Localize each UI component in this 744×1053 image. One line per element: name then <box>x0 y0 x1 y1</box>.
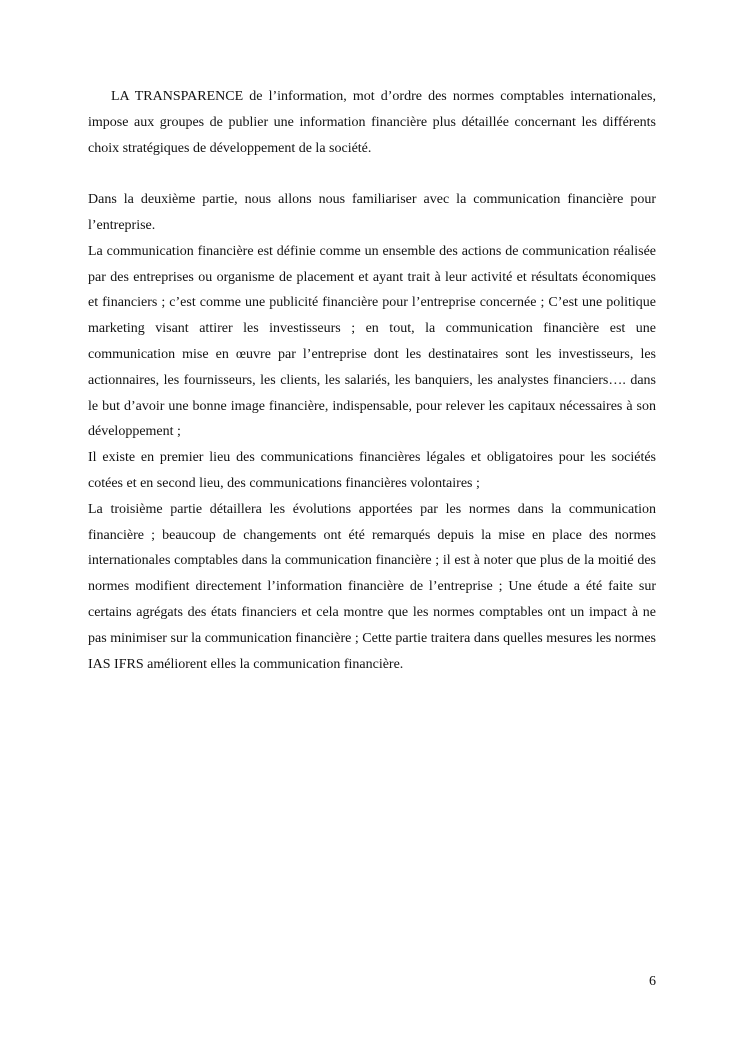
page-number: 6 <box>649 974 656 989</box>
paragraph-second-part: Dans la deuxième partie, nous allons nous familiariser avec la communication financière pour l’entreprise. <box>88 192 656 233</box>
paragraph-third-part: La troisième partie détaillera les évolutions apportées par les normes dans la communication financière ; beaucoup de changements ont été remarqués depuis la mise en place des normes internationales comptables dans la communication financière ; il est à noter que plus de la moitié des normes modifient directement l’information financière de l’entreprise ; Une étude a été faite sur certains agrégats des états financiers et cela montre que les normes comptables ont un impact à ne pas minimiser sur la communication financière ; Cette partie traitera dans quelles mesures les normes IAS IFRS améliorent elles la communication financière. <box>88 501 656 672</box>
paragraph-intro: LA TRANSPARENCE de l’information, mot d’ordre des normes comptables internationales, impose aux groupes de publier une information financière plus détaillée concernant les différents choix stratégiques de développement de la société. <box>88 89 656 156</box>
paragraph-legal-communications: Il existe en premier lieu des communications financières légales et obligatoires pour les sociétés cotées et en second lieu, des communications financières volontaires ; <box>88 450 656 491</box>
paragraph-definition: La communication financière est définie comme un ensemble des actions de communication réalisée par des entreprises ou organisme de placement et ayant trait à leur activité et résultats économiques et financiers ; c’est comme une publicité financière pour l’entreprise concernée ; C’est une politique marketing visant attirer les investisseurs ; en tout, la communication financière est une communication mise en œuvre par l’entreprise dont les destinataires sont les investisseurs, les actionnaires, les fournisseurs, les clients, les salariés, les banquiers, les analystes financiers…. dans le but d’avoir une bonne image financière, indispensable, pour relever les capitaux nécessaires à son développement ; <box>88 243 656 440</box>
body-text <box>88 84 656 677</box>
